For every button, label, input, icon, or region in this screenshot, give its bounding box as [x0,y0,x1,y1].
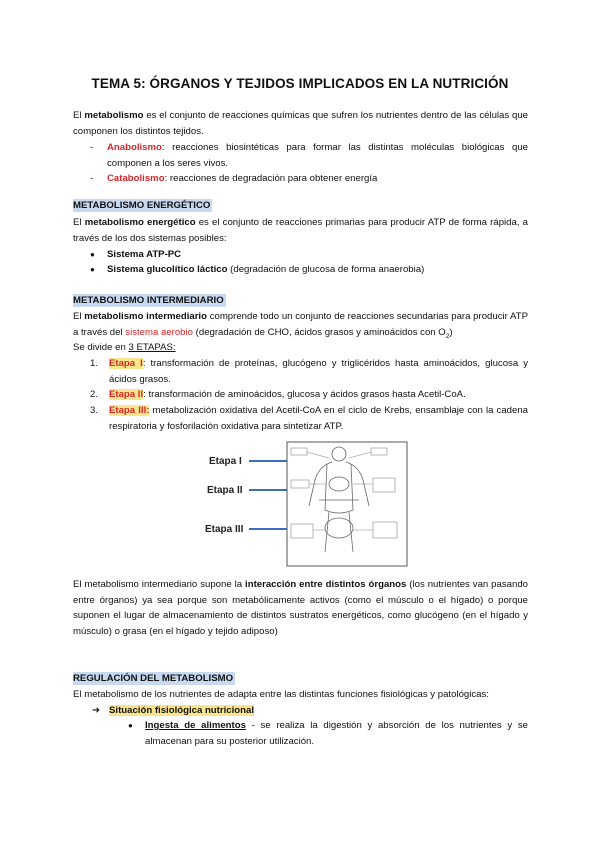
list-item-catabolismo: Catabolismo: reacciones de degradación para obtener energía [107,173,378,184]
list-marker: - [90,142,94,153]
energetico-paragraph: El metabolismo energético es el conjunto de reacciones primarias para producir ATP de forma rápida, a través de los dos sistemas posibles: [73,217,528,244]
etapa-item-1: Etapa I: transformación de proteínas, glucógeno y triglicéridos hasta aminoácidos, glucosa y ácidos grasos. [109,358,528,385]
list-item-atp-pc: Sistema ATP-PC [107,249,182,260]
figure-label-etapa-1: Etapa I [209,456,242,467]
divide-line: Se divide en 3 ETAPAS: [73,342,176,353]
page-title: TEMA 5: ÓRGANOS Y TEJIDOS IMPLICADOS EN LA NUTRICIÓN [91,76,509,91]
metabolism-stages-figure [199,440,409,568]
figure-label-etapa-2: Etapa II [207,485,243,496]
situacion-fisiologica: Situación fisiológica nutricional [109,705,254,716]
regulacion-paragraph: El metabolismo de los nutrientes de adapta entre las distintas funciones fisiológicas y patológicas: [73,689,489,700]
section-heading-energetico: METABOLISMO ENERGÉTICO [73,200,211,211]
etapa-number: 3. [90,405,99,416]
ingesta-item: Ingesta de alimentos - se realiza la digestión y absorción de los nutrientes y se almacenan para su posterior utilización. [145,720,528,747]
section-heading-intermediario: METABOLISMO INTERMEDIARIO [73,295,224,306]
intermediario-paragraph: El metabolismo intermediario comprende todo un conjunto de reacciones secundarias para producir ATP a través del sistema aerobio (degradación de CHO, ácidos grasos y aminoácidos con $O_2$) [73,311,528,340]
etapa-item-2: Etapa II: transformación de aminoácidos, glucosa y ácidos grasos hasta Acetil-CoA. [109,389,466,400]
list-item-glucolitico: Sistema glucolítico láctico (degradación de glucosa de forma anaerobia) [107,264,425,275]
list-marker: - [90,173,94,184]
arrow-icon: ➔ [92,705,101,716]
etapa-number: 1. [90,358,99,369]
figure-label-etapa-3: Etapa III [205,524,244,535]
list-item-anabolismo: Anabolismo: reacciones biosintéticas para formar las distintas moléculas biológicas que componen a los seres vivos. [107,142,528,169]
etapa-number: 2. [90,389,99,400]
intro-paragraph: El metabolismo es el conjunto de reacciones químicas que sufren los nutrientes dentro de las células que componen los distintos tejidos. [73,110,528,137]
figure-illustration [199,440,409,568]
bullet-icon: ● [128,721,133,730]
figure-frame [287,442,407,566]
etapa-item-3: Etapa III: metabolización oxidativa del Acetil-CoA en el ciclo de Krebs, ensamblaje con la cadena respiratoria y fosforilación oxidativa para sintetizar ATP. [109,405,529,432]
section-heading-regulacion: REGULACIÓN DEL METABOLISMO [73,673,234,684]
bullet-icon: ● [90,265,95,274]
interaccion-paragraph: El metabolismo intermediario supone la interacción entre distintos órganos (los nutrientes van pasando entre órganos) ya sea porque son metabólicamente activos (como el músculo o el hígado) o porque suponen el lugar de almacenamiento de distintos sustratos energéticos, como glucógeno (en el hígado y músculo) o grasa (en el hígado y tejido adiposo) [73,579,528,637]
bullet-icon: ● [90,250,95,259]
